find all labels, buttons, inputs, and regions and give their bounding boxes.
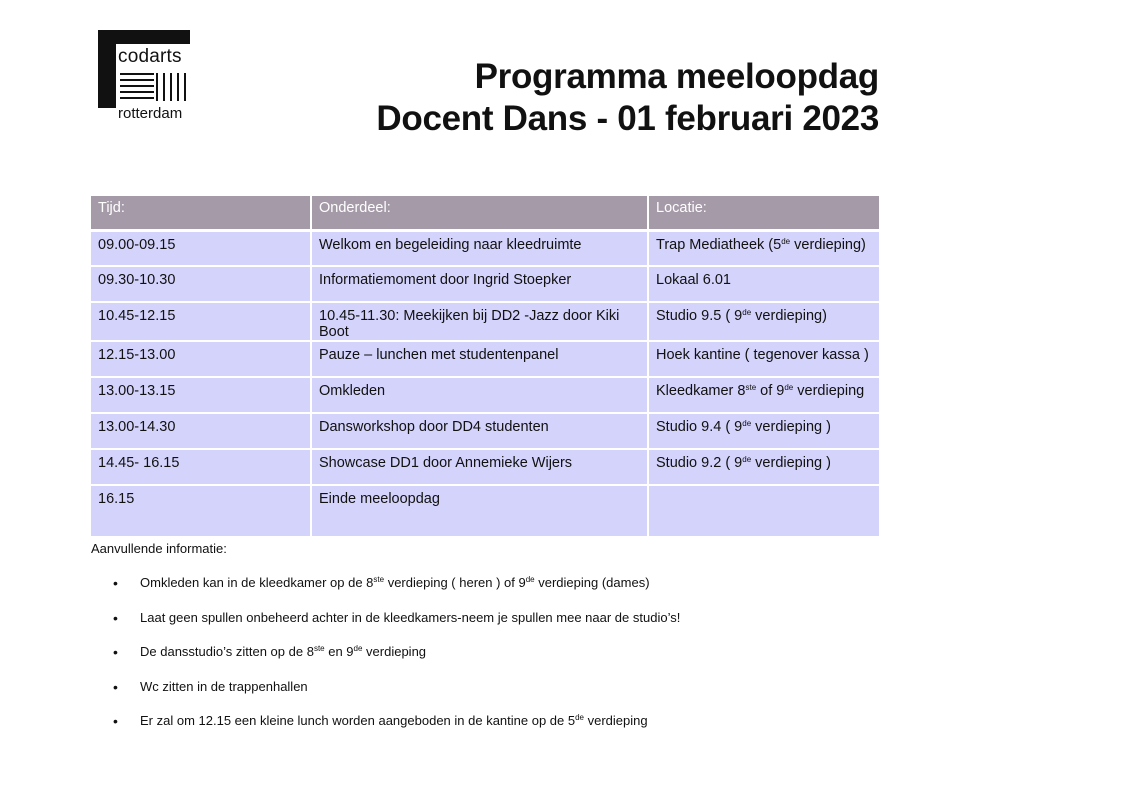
- cell-locatie: [648, 449, 879, 485]
- text-segment: Laat geen spullen onbeheerd achter in de kleedkamers-neem je spullen mee naar de studio’s!: [140, 609, 681, 625]
- codarts-logo: [98, 30, 194, 122]
- text-segment: verdieping): [751, 308, 827, 324]
- logo-frame-left: [98, 30, 116, 108]
- ordinal-suffix: ste: [745, 383, 757, 392]
- title-line-2: Docent Dans - 01 februari 2023: [376, 99, 879, 138]
- cell-tijd: 10.45-12.15: [91, 302, 311, 341]
- text-segment: verdieping: [362, 644, 427, 660]
- table-row: [91, 302, 879, 341]
- list-item: [110, 677, 680, 712]
- list-item: [110, 573, 680, 608]
- ordinal-suffix: ste: [373, 575, 385, 584]
- ordinal-suffix: de: [781, 236, 791, 246]
- bullet-icon: •: [113, 575, 118, 591]
- cell-tijd: 13.00-13.15: [91, 377, 311, 413]
- cell-onderdeel: Pauze – lunchen met studentenpanel: [311, 341, 648, 377]
- table-row: [91, 266, 879, 302]
- text-segment: Studio 9.5 ( 9: [656, 308, 743, 324]
- cell-tijd: 14.45- 16.15: [91, 449, 311, 485]
- text-segment: Studio 9.4 ( 9: [656, 419, 743, 435]
- extra-info-title: Aanvullende informatie:: [91, 541, 227, 556]
- logo-vertical-lines: [156, 73, 190, 101]
- cell-onderdeel: Dansworkshop door DD4 studenten: [311, 413, 648, 449]
- text-segment: Wc zitten in de trappenhallen: [140, 678, 308, 694]
- text-segment: De dansstudio’s zitten op de 8: [140, 644, 314, 660]
- ordinal-suffix: ste: [313, 644, 325, 654]
- table-row: [91, 413, 879, 449]
- title-line-1: Programma meeloopdag: [474, 57, 879, 96]
- schedule-table: [91, 196, 879, 538]
- text-segment: Hoek kantine ( tegenover kassa ): [656, 347, 869, 363]
- list-item: [110, 608, 680, 643]
- cell-tijd: 12.15-13.00: [91, 341, 311, 377]
- ordinal-suffix: de: [784, 383, 794, 392]
- text-segment: of 9: [756, 383, 785, 399]
- text-segment: Trap Mediatheek (5: [656, 236, 782, 253]
- header-onderdeel: Onderdeel:: [311, 196, 648, 230]
- cell-locatie: [648, 302, 879, 341]
- text-segment: verdieping: [793, 383, 865, 399]
- table-row: [91, 377, 879, 413]
- text-segment: en 9: [324, 644, 354, 660]
- header-tijd: Tijd:: [91, 196, 311, 230]
- cell-locatie: [648, 377, 879, 413]
- page-title: [376, 56, 879, 140]
- text-segment: Lokaal 6.01: [656, 272, 731, 288]
- ordinal-suffix: de: [575, 713, 584, 723]
- table-header-row: [91, 196, 879, 230]
- cell-locatie: [648, 266, 879, 302]
- logo-word-top: codarts: [118, 46, 182, 67]
- cell-locatie: [648, 341, 879, 377]
- ordinal-suffix: de: [353, 644, 363, 654]
- cell-locatie: [648, 413, 879, 449]
- text-segment: verdieping ): [751, 455, 831, 471]
- text-segment: Omkleden kan in de kleedkamer op de 8: [140, 575, 374, 590]
- cell-locatie: [648, 230, 879, 266]
- cell-tijd: 16.15: [91, 485, 311, 537]
- cell-tijd: 13.00-14.30: [91, 413, 311, 449]
- bullet-icon: •: [113, 713, 118, 730]
- bullet-icon: •: [113, 644, 118, 661]
- text-segment: Kleedkamer 8: [656, 383, 746, 399]
- table-row: [91, 485, 879, 537]
- cell-onderdeel: Einde meeloopdag: [311, 485, 648, 537]
- cell-onderdeel: Informatiemoment door Ingrid Stoepker: [311, 266, 648, 302]
- text-segment: verdieping: [584, 713, 648, 729]
- cell-onderdeel: Welkom en begeleiding naar kleedruimte: [311, 230, 648, 266]
- table-row: [91, 341, 879, 377]
- bullet-icon: •: [113, 609, 118, 626]
- text-segment: verdieping (dames): [534, 575, 650, 590]
- bullet-icon: •: [113, 678, 118, 695]
- text-segment: verdieping): [790, 236, 866, 253]
- text-segment: Er zal om 12.15 een kleine lunch worden aangeboden in de kantine op de 5: [140, 713, 576, 729]
- cell-tijd: 09.30-10.30: [91, 266, 311, 302]
- text-segment: verdieping ( heren ) of 9: [384, 575, 526, 590]
- table-row: [91, 449, 879, 485]
- header-locatie: Locatie:: [648, 196, 879, 230]
- text-segment: verdieping ): [751, 419, 831, 435]
- ordinal-suffix: de: [742, 308, 752, 317]
- cell-onderdeel: Showcase DD1 door Annemieke Wijers: [311, 449, 648, 485]
- table-row: [91, 230, 879, 266]
- ordinal-suffix: de: [525, 575, 535, 584]
- logo-stripes: [120, 73, 154, 101]
- list-item: [110, 711, 680, 746]
- ordinal-suffix: de: [742, 419, 752, 428]
- cell-onderdeel: Omkleden: [311, 377, 648, 413]
- cell-tijd: 09.00-09.15: [91, 230, 311, 266]
- text-segment: Studio 9.2 ( 9: [656, 455, 743, 471]
- cell-onderdeel: 10.45-11.30: Meekijken bij DD2 -Jazz door Kiki Boot: [311, 302, 648, 341]
- logo-word-bottom: rotterdam: [118, 105, 183, 122]
- extra-info-list: [110, 573, 680, 746]
- cell-locatie: [648, 485, 879, 537]
- list-item: [110, 642, 680, 677]
- ordinal-suffix: de: [742, 455, 752, 464]
